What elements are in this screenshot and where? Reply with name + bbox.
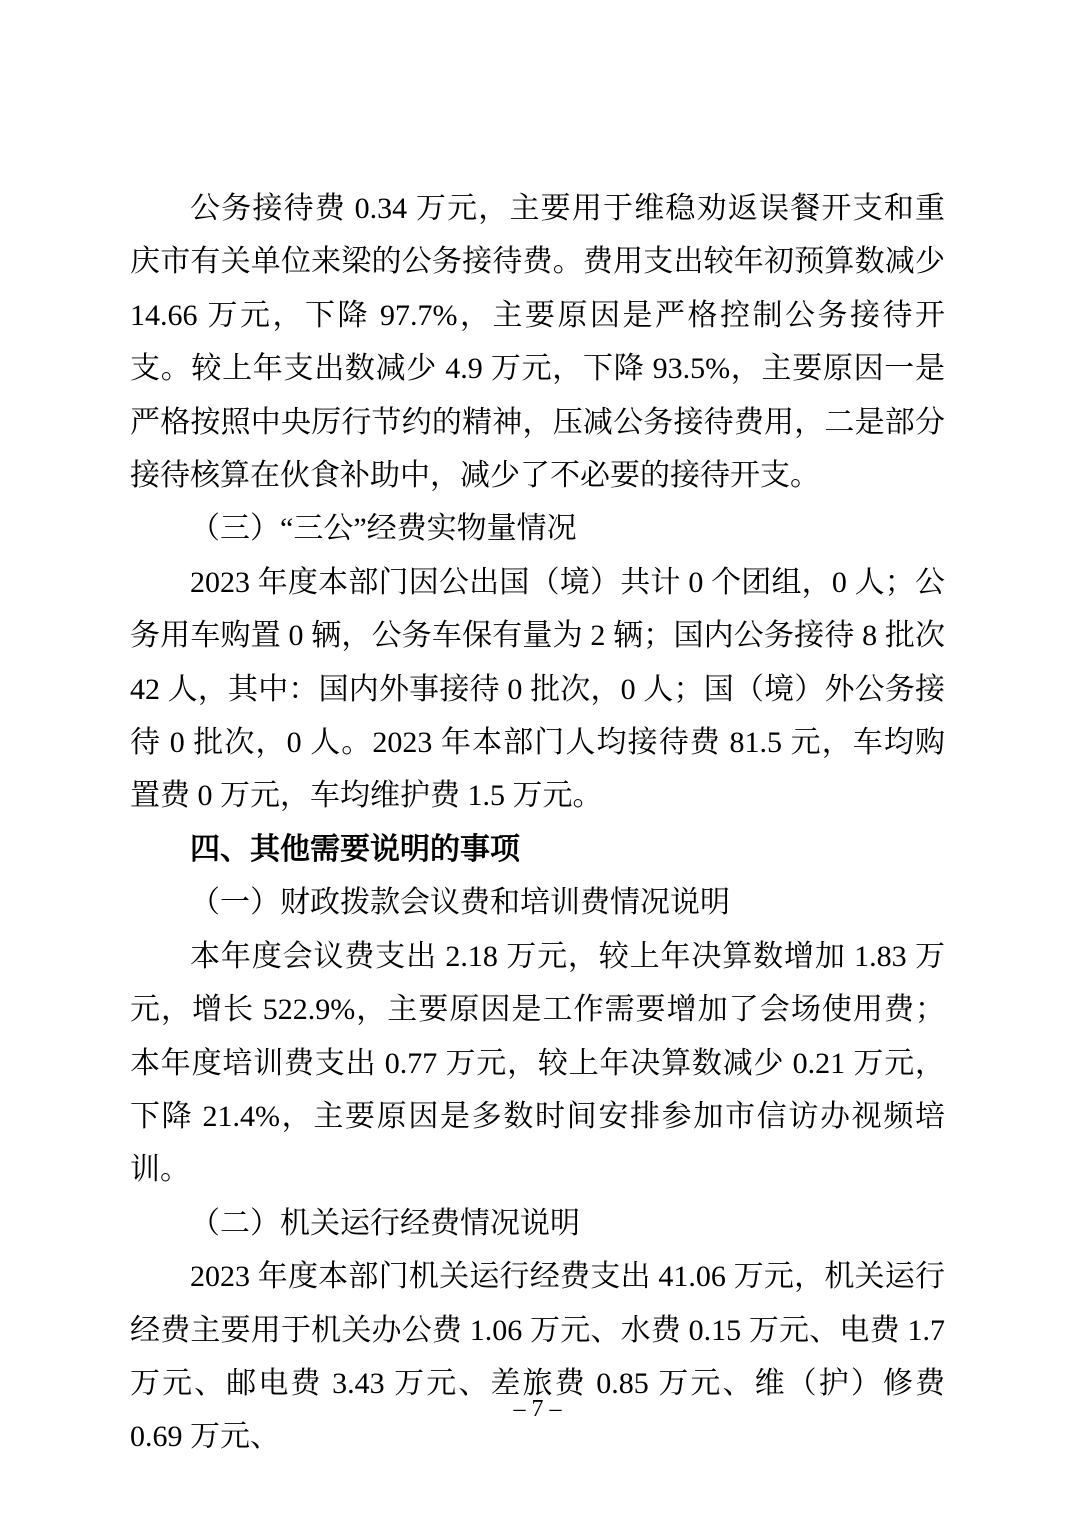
heading-section-four: 四、其他需要说明的事项: [190, 832, 520, 866]
subheading-two-operating-expense: （二）机关运行经费情况说明: [190, 1206, 580, 1240]
subheading-three-public-physical: （三）“三公”经费实物量情况: [190, 512, 577, 546]
page-footer: [0, 1396, 1075, 1423]
subheading-one-meeting-training: （一）财政拨款会议费和培训费情况说明: [190, 886, 730, 920]
paragraph-reception-expense: 公务接待费 0.34 万元，主要用于维稳劝返误餐开支和重庆市有关单位来梁的公务接待费。费用支出较年初预算数减少 14.66 万元，下降 97.7%，主要原因是严格控制公务接待开支。较上年支出数减少 4.9 万元，下降 93.5%，主要原因一是严格按照中央厉行节约的精神，压减公务接待费用，二是部分接待核算在伙食补助中，减少了不必要的接待开支。: [130, 192, 945, 493]
paragraph-operating-expense: 2023 年度本部门机关运行经费支出 41.06 万元，机关运行经费主要用于机关办公费 1.06 万元、水费 0.15 万元、电费 1.7 万元、邮电费 3.43 万元、差旅费 0.85 万元、维（护）修费 0.69 万元、: [130, 1260, 945, 1454]
document-body: [130, 182, 945, 1464]
page-number: – 7 –: [513, 1396, 562, 1422]
paragraph-three-public-stats: 2023 年度本部门因公出国（境）共计 0 个团组，0 人；公务用车购置 0 辆，公务车保有量为 2 辆；国内公务接待 8 批次 42 人，其中：国内外事接待 0 批次，0 人；国（境）外公务接待 0 批次，0 人。2023 年本部门人均接待费 81.5 元，车均购置费 0 万元，车均维护费 1.5 万元。: [130, 565, 945, 813]
paragraph-meeting-training: 本年度会议费支出 2.18 万元，较上年决算数增加 1.83 万元，增长 522.9%，主要原因是工作需要增加了会场使用费；本年度培训费支出 0.77 万元，较上年决算数减少 0.21 万元，下降 21.4%，主要原因是多数时间安排参加市信访办视频培训。: [130, 939, 945, 1187]
